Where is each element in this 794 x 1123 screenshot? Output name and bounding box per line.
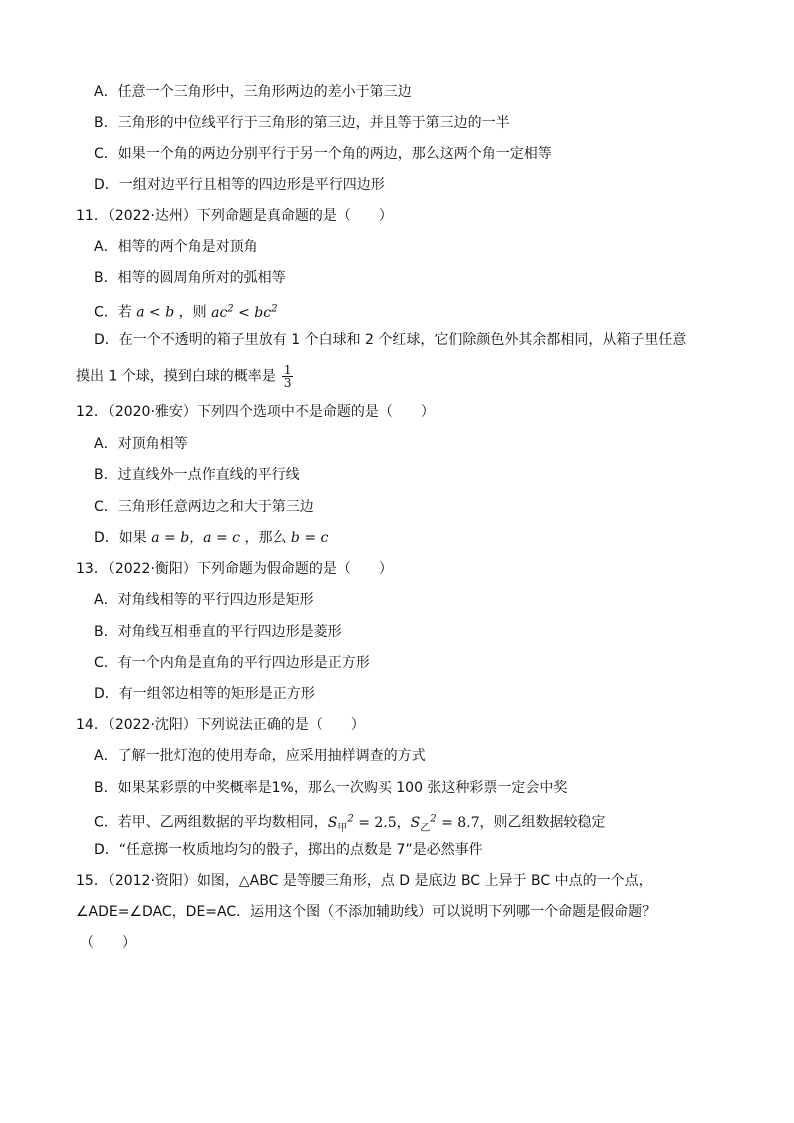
option-d-prefix: D．如果 bbox=[94, 530, 152, 546]
question-12-option-c: C．三角形任意两边之和大于第三边 bbox=[94, 499, 314, 515]
question-11-option-c bbox=[94, 299, 277, 323]
question-15-line1: 15．（2012·资阳）如图，△ABC 是等腰三角形，点 D 是底边 BC 上异于 BC 中点的一个点， bbox=[76, 873, 653, 889]
question-12-option-b: B．过直线外一点作直线的平行线 bbox=[94, 467, 300, 483]
option-c-mid: ，则 bbox=[174, 304, 212, 321]
question-11-option-d-line1: D．在一个不透明的箱子里放有 1 个白球和 2 个红球，它们除颜色外其余都相同，从箱子里任意 bbox=[94, 332, 687, 348]
question-13-stem: 13．（2022·衡阳）下列命题为假命题的是（ ） bbox=[76, 561, 393, 577]
question-14-stem: 14．（2022·沈阳）下列说法正确的是（ ） bbox=[76, 717, 365, 733]
fraction: $\frac{1}{3}$ bbox=[283, 363, 292, 390]
math-expression: $ac^2 < bc^2$ bbox=[211, 303, 278, 321]
question-11-option-d-line2 bbox=[76, 364, 293, 389]
question-12-option-a: A．对顶角相等 bbox=[94, 436, 188, 452]
option-d-mid: ，那么 bbox=[240, 530, 291, 546]
question-14-option-b: B．如果某彩票的中奖概率是1%，那么一次购买 100 张这种彩票一定会中奖 bbox=[94, 780, 568, 796]
question-13-option-c: C．有一个内角是直角的平行四边形是正方形 bbox=[94, 655, 370, 671]
math-expression: b = c bbox=[290, 530, 329, 546]
question-13-option-d: D．有一组邻边相等的矩形是正方形 bbox=[94, 686, 315, 702]
question-14-option-d: D．“任意掷一枚质地均匀的骰子，掷出的点数是 7”是必然事件 bbox=[94, 842, 483, 858]
prev-option-a: A．任意一个三角形中，三角形两边的差小于第三边 bbox=[94, 84, 412, 100]
option-c-prefix: C．若 bbox=[94, 304, 137, 321]
math-expression: a = b，a = c bbox=[151, 530, 240, 546]
option-c-suffix: 则乙组数据较稳定 bbox=[493, 814, 606, 831]
option-d-text: 摸出 1 个球，摸到白球的概率是 bbox=[76, 368, 276, 385]
question-13-option-a: A．对角线相等的平行四边形是矩形 bbox=[94, 592, 314, 608]
prev-option-b: B．三角形的中位线平行于三角形的第三边，并且等于第三边的一半 bbox=[94, 115, 510, 131]
question-11-stem: 11．（2022·达州）下列命题是真命题的是（ ） bbox=[76, 208, 393, 224]
prev-option-d: D．一组对边平行且相等的四边形是平行四边形 bbox=[94, 177, 385, 193]
question-15-answer-bracket: （ ） bbox=[80, 935, 136, 951]
question-13-option-b: B．对角线互相垂直的平行四边形是菱形 bbox=[94, 624, 342, 640]
variance-expression: $S_甲^2 = 2.5$，$S_乙^2 = 8.7$， bbox=[327, 813, 494, 834]
question-12-option-d bbox=[94, 528, 328, 548]
question-11-option-b: B．相等的圆周角所对的弧相等 bbox=[94, 270, 286, 286]
math-expression: a < b bbox=[136, 304, 175, 321]
question-11-option-a: A．相等的两个角是对顶角 bbox=[94, 239, 258, 255]
question-12-stem: 12．（2020·雅安）下列四个选项中不是命题的是（ ） bbox=[76, 404, 435, 420]
option-c-prefix: C．若甲、乙两组数据的平均数相同， bbox=[94, 814, 328, 831]
question-15-line2: ∠ADE=∠DAC，DE=AC．运用这个图（不添加辅助线）可以说明下列哪一个命题是假命题？ bbox=[76, 904, 657, 920]
question-14-option-c bbox=[94, 809, 606, 838]
question-14-option-a: A．了解一批灯泡的使用寿命，应采用抽样调查的方式 bbox=[94, 748, 426, 764]
prev-option-c: C．如果一个角的两边分别平行于另一个角的两边，那么这两个角一定相等 bbox=[94, 146, 552, 162]
